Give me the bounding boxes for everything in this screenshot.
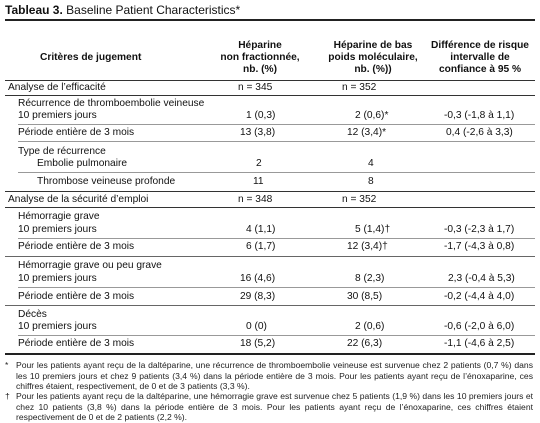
row-label: Période entière de 3 mois (18, 127, 135, 138)
cell-diff: -1,1 (-4,6 à 2,5) (444, 338, 515, 349)
cell-hbpm: 12 (3,4)† (347, 241, 388, 252)
row-label: 10 premiers jours (18, 273, 97, 284)
section-rule (5, 191, 535, 192)
row-divider (18, 124, 535, 125)
cell-hbpm: 4 (368, 158, 374, 169)
table-label: Tableau 3. (5, 3, 63, 17)
row-label: Période entière de 3 mois (18, 291, 135, 302)
row-divider (18, 335, 535, 336)
row-divider (18, 238, 535, 239)
cell-hbpm: 5 (1,4)† (355, 224, 391, 235)
cell-diff: -0,2 (-4,4 à 4,0) (444, 291, 515, 302)
group-divider (5, 305, 535, 306)
cell-hbpm: 12 (3,4)* (347, 127, 387, 138)
cell-hnf: 16 (4,6) (240, 273, 276, 284)
header-diff: Différence de risque intervalle de confiance à 95 % (431, 40, 529, 75)
n-hbpm-securite: n = 352 (342, 194, 377, 205)
group-divider (5, 256, 535, 257)
row-label: Thrombose veineuse profonde (37, 176, 176, 187)
cell-diff: -0,6 (-2,0 à 6,0) (444, 321, 515, 332)
section-efficacite: Analyse de l’efficacité (8, 82, 106, 93)
footnote-text: Pour les patients ayant reçu de la daltéparine, une hémorragie grave est survenue chez 5 patients (1,9 %) dans les 10 premiers jours et chez 10 patients (3,8 %) dans la période entière de 3 mois. Pour les patients ayant reçu de l’énoxaparine, ces chiffres étaient respectivement de 0 et de 2 patients (2,2 %). (16, 391, 533, 423)
header-criteria: Critères de jugement (40, 52, 142, 63)
cell-diff: -0,3 (-2,3 à 1,7) (444, 224, 515, 235)
cell-hnf: 2 (256, 158, 262, 169)
footnote (5, 360, 533, 392)
top-rule (5, 19, 535, 21)
cell-hnf: 6 (1,7) (246, 241, 276, 252)
cell-hnf: 29 (8,3) (240, 291, 276, 302)
n-hnf-efficacite: n = 345 (238, 82, 273, 93)
group-recurrence: Récurrence de thromboembolie veineuse (18, 98, 205, 109)
row-label: 10 premiers jours (18, 321, 97, 332)
cell-hnf: 11 (253, 176, 264, 187)
row-divider (18, 287, 535, 288)
cell-hnf: 0 (0) (246, 321, 267, 332)
cell-hbpm: 22 (6,3) (347, 338, 383, 349)
cell-hbpm: 2 (0,6)* (355, 110, 389, 121)
cell-diff: -1,7 (-4,3 à 0,8) (444, 241, 515, 252)
table-title (5, 3, 240, 17)
n-hbpm-efficacite: n = 352 (342, 82, 377, 93)
header-hbpm: Héparine de bas poids moléculaire, nb. (%)) (328, 40, 418, 75)
cell-hbpm: 8 (2,3) (355, 273, 385, 284)
table-caption: Baseline Patient Characteristics* (66, 3, 241, 17)
group-hemorragie-peu-grave: Hémorragie grave ou peu grave (18, 260, 162, 271)
row-label: Embolie pulmonaire (37, 158, 128, 169)
cell-hnf: 18 (5,2) (240, 338, 276, 349)
cell-diff: -0,3 (-1,8 à 1,1) (444, 110, 515, 121)
row-label: 10 premiers jours (18, 110, 97, 121)
cell-hnf: 13 (3,8) (240, 127, 276, 138)
row-divider (18, 172, 535, 173)
group-deces: Décès (18, 309, 47, 320)
footnote-mark: * (5, 360, 9, 370)
n-hnf-securite: n = 348 (238, 194, 273, 205)
bottom-rule (5, 353, 535, 355)
cell-hbpm: 2 (0,6) (355, 321, 385, 332)
row-label: Période entière de 3 mois (18, 338, 135, 349)
cell-hnf: 1 (0,3) (246, 110, 276, 121)
section-rule (5, 95, 535, 96)
header-hnf: Héparine non fractionnée, nb. (%) (220, 40, 300, 75)
cell-diff: 2,3 (-0,4 à 5,3) (448, 273, 515, 284)
cell-hbpm: 30 (8,5) (347, 291, 383, 302)
footnote-mark: † (5, 391, 10, 401)
row-divider (18, 141, 535, 142)
header-rule (5, 80, 535, 81)
row-label: Période entière de 3 mois (18, 241, 135, 252)
section-securite: Analyse de la sécurité d’emploi (8, 194, 149, 205)
section-rule (5, 207, 535, 208)
cell-hnf: 4 (1,1) (246, 224, 276, 235)
footnote (5, 391, 533, 423)
cell-hbpm: 8 (368, 176, 374, 187)
row-label: 10 premiers jours (18, 224, 97, 235)
cell-diff: 0,4 (-2,6 à 3,3) (446, 127, 513, 138)
group-hemorragie-grave: Hémorragie grave (18, 211, 100, 222)
group-type: Type de récurrence (18, 146, 106, 157)
footnote-text: Pour les patients ayant reçu de la daltéparine, une récurrence de thromboembolie veineuse est survenue chez 2 patients (0,7 %) dans les 10 premiers jours et chez 9 patients (3,4 %) dans la période entière de 3 mois. Pour les patients ayant reçu de l’énoxaparine, ces chiffres étaient, respectivement, de 0 et de 3 patients (3,3 %). (16, 360, 533, 392)
